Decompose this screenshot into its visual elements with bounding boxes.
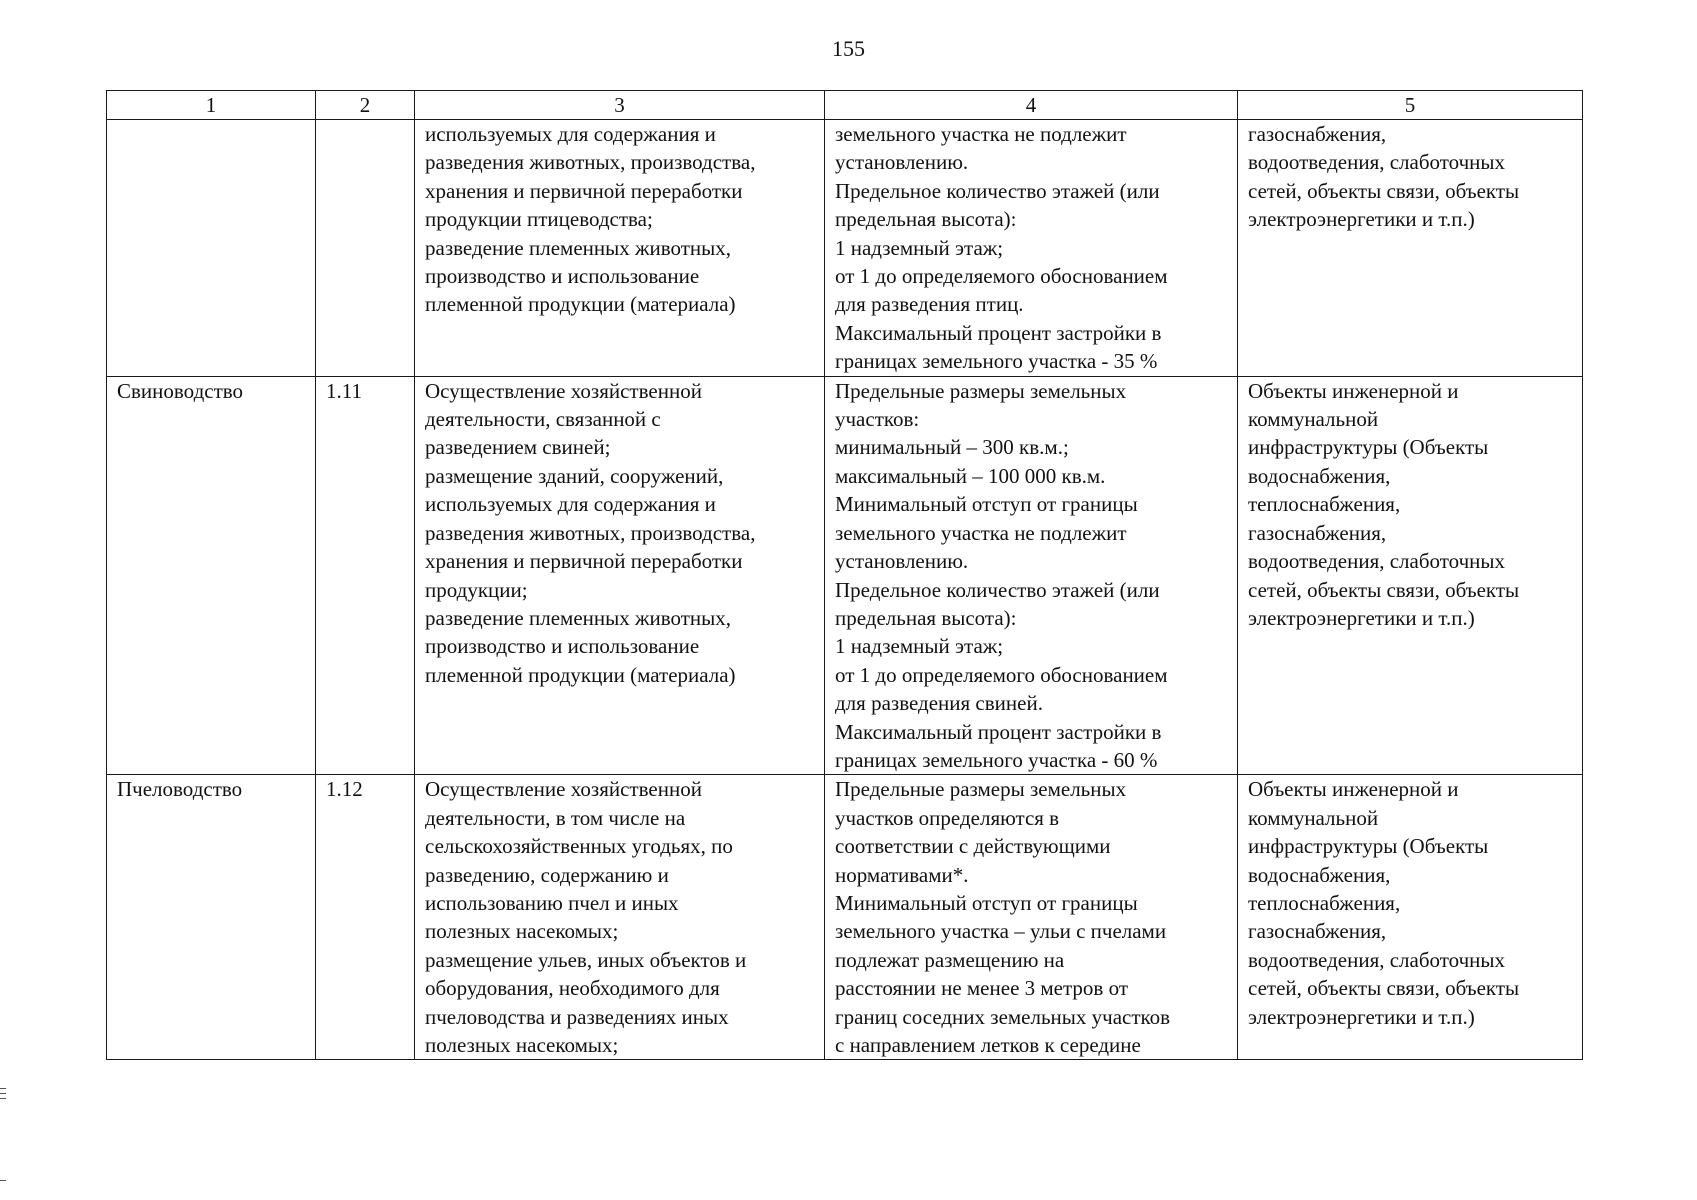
- land-use-table: [106, 90, 1583, 1060]
- column-header-3: 3: [415, 91, 825, 120]
- margin-tick-mark: [0, 1093, 6, 1094]
- margin-tick-mark: [0, 1180, 6, 1181]
- land-use-code-cell: 1.11: [316, 376, 415, 775]
- table-row: [107, 120, 1583, 377]
- column-header-4: 4: [825, 91, 1238, 120]
- objects-cell: Объекты инженерной и коммунальной инфраструктуры (Объекты водоснабжения, теплоснабжения, газоснабжения, водоотведения, слаботочных сетей, объекты связи, объекты электроэнергетики и т.п.): [1238, 376, 1583, 775]
- description-cell: Осуществление хозяйственной деятельности, связанной с разведением свиней; размещение зданий, сооружений, используемых для содержания и разведения животных, производства, хранения и первичной переработки продукции; разведение племенных животных, производство и использование племенной продукции (материала): [415, 376, 825, 775]
- objects-cell: газоснабжения, водоотведения, слаботочных сетей, объекты связи, объекты электроэнергетики и т.п.): [1238, 120, 1583, 377]
- objects-cell: Объекты инженерной и коммунальной инфраструктуры (Объекты водоснабжения, теплоснабжения, газоснабжения, водоотведения, слаботочных сетей, объекты связи, объекты электроэнергетики и т.п.): [1238, 775, 1583, 1060]
- column-header-1: 1: [107, 91, 316, 120]
- land-use-name-cell: Пчеловодство: [107, 775, 316, 1060]
- column-header-2: 2: [316, 91, 415, 120]
- table-row: [107, 775, 1583, 1060]
- land-use-code-cell: 1.12: [316, 775, 415, 1060]
- land-use-name-cell: [107, 120, 316, 377]
- table-row: [107, 376, 1583, 775]
- parameters-cell: Предельные размеры земельных участков: минимальный – 300 кв.м.; максимальный – 100 000 кв.м. Минимальный отступ от границы земельного участка не подлежит установлению. Предельное количество этажей (или предельная высота): 1 надземный этаж; от 1 до определяемого обоснованием для разведения свиней. Максимальный процент застройки в границах земельного участка - 60 %: [825, 376, 1238, 775]
- description-cell: Осуществление хозяйственной деятельности, в том числе на сельскохозяйственных угодьях, по разведению, содержанию и использованию пчел и иных полезных насекомых; размещение ульев, иных объектов и оборудования, необходимого для пчеловодства и разведениях иных полезных насекомых;: [415, 775, 825, 1060]
- land-use-name-cell: Свиноводство: [107, 376, 316, 775]
- description-cell: используемых для содержания и разведения животных, производства, хранения и первичной переработки продукции птицеводства; разведение племенных животных, производство и использование племенной продукции (материала): [415, 120, 825, 377]
- land-use-code-cell: [316, 120, 415, 377]
- column-header-5: 5: [1238, 91, 1583, 120]
- parameters-cell: Предельные размеры земельных участков определяются в соответствии с действующими нормативами*. Минимальный отступ от границы земельного участка – ульи с пчелами подлежат размещению на расстоянии не менее 3 метров от границ соседних земельных участков с направлением летков к середине: [825, 775, 1238, 1060]
- parameters-cell: земельного участка не подлежит установлению. Предельное количество этажей (или предельная высота): 1 надземный этаж; от 1 до определяемого обоснованием для разведения птиц. Максимальный процент застройки в границах земельного участка - 35 %: [825, 120, 1238, 377]
- page-number: 155: [832, 36, 865, 61]
- table-header-row: [107, 91, 1583, 120]
- margin-tick-mark: [0, 1098, 6, 1099]
- margin-tick-mark: [0, 1088, 6, 1089]
